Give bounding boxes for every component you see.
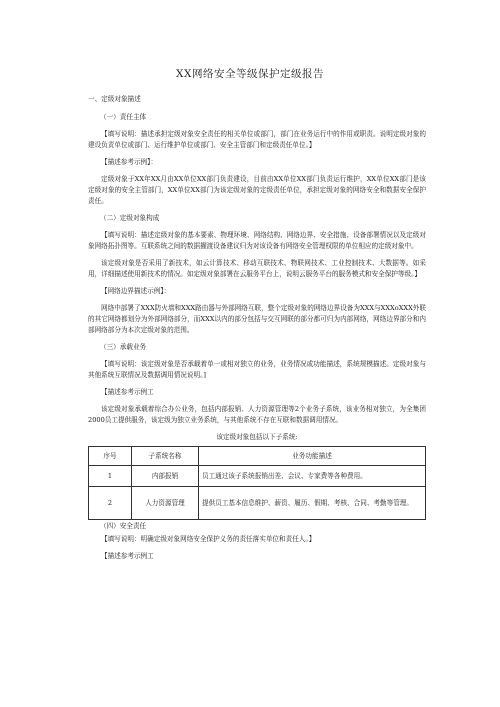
fill-note-new-technology: 该定级对象是否采用了新技术，如云计算技术、移动互联技术、物联网技术、工业控制技术、大数据等。如采用，详细描述使用新技术的情况。如定级对象部署在云服务平台上，说明云服务平台的服务模式和安全保护等级。】 (88, 259, 426, 278)
fill-note-responsible-subject: 【填写说明：描述承担定级对象安全责任的相关单位或部门，部门在业务运行中的作用或职责。说明定级对象的建设负责单位或部门、运行维护单位或部门、安全主管部门和定级责任单位。】 (88, 130, 426, 149)
example-heading-responsible-subject: 【描述参考示例】： (101, 158, 158, 166)
cell-subsystem-name: 人力资源管理 (132, 487, 199, 520)
cell-subsystem-name: 内部报销 (132, 466, 199, 487)
document-body (88, 94, 426, 568)
example-heading-network-boundary: 【网络边界描述示例】： (101, 287, 171, 295)
subsystem-table (88, 446, 426, 520)
table-row (89, 466, 426, 487)
header-subsystem-name: 子系统名称 (132, 447, 199, 466)
heading-section-1: 一、定级对象描述 (88, 95, 141, 103)
example-text-network-boundary: 网络中部署了XXX防火墙和XXX路由器与外部网络互联，整个定级对象的网络边界设备为XXX与XXXoXXX外联的其它网络都划分为外部网络部分，而XXX以内的部分包括与交互网联的部分都可归为内部网络，网络边界部分和内部网络部分为本次定级对象的范围。 (88, 304, 426, 334)
cell-index: 2 (89, 487, 132, 520)
cell-index: 1 (89, 466, 132, 487)
cell-function-description: 员工通过该子系统报销出差、会议、专家费等各种费用。 (199, 466, 426, 487)
header-index: 序号 (89, 447, 132, 466)
document-title: XX网络安全等级保护定级报告 (176, 68, 324, 80)
table-row (89, 487, 426, 520)
fill-note-carried-business: 【填写说明：该定级对象是否承载着单一或相对独立的业务，业务情况或功能描述，系统规模描述。定级对象与其他系统互联情况及数据调用情况说明。] (88, 360, 426, 379)
table-header-row (89, 447, 426, 466)
heading-carried-business: （三）承载业务 (100, 343, 147, 351)
table-caption: 该定级对象包括以下子系统: (216, 433, 298, 441)
heading-object-composition: （二）定级对象构成 (100, 214, 160, 222)
example-heading-carried-business: 【描述参考示例工 (101, 388, 154, 396)
example-heading-security-responsibility: 【描述参考示例工 (101, 552, 154, 560)
example-text-carried-business: 该定级对象承载着综合办公业务，包括内部报销、人力资源管理等2个业务子系统，该业务相对独立，为全集团2000员工提供服务，该定级为独立业务系统，与其他系统不存在互联和数据调用情况。 (88, 405, 426, 424)
heading-responsible-subject: （一）责任主体 (100, 113, 147, 121)
example-text-responsible-subject: 定级对象于XX年XX月由XX单位XX部门负责建设，目前由XX单位XX部门负责运行维护，XX单位XX部门是该定级对象的安全主管部门，XX单位XX部门为该定级对象的定级责任单位，承担定级对象的网络安全和数据安全保护责任。 (88, 175, 426, 205)
cell-function-description: 提供员工基本信息维护、薪资、履历、假期、考核、合同、考勤等管理。 (199, 487, 426, 520)
fill-note-object-composition: 【填写说明：描述定级对象的基本要素、物理环境、网络结构、网络边界、安全措施、设备部署情况以及定级对象网络拓扑图等。互联系统之间的数据擢渡设备建议归为对该设备有网络安全管理权限的单位相应的定级对象中。 (88, 231, 426, 250)
fill-note-security-responsibility: 【填写说明：明确定级对象网络安全保护义务的责任落实单位和责任人。】 (101, 535, 316, 543)
heading-security-responsibility: （四）安全责任 (100, 522, 147, 530)
header-function-description: 业务功能描述 (199, 447, 426, 466)
